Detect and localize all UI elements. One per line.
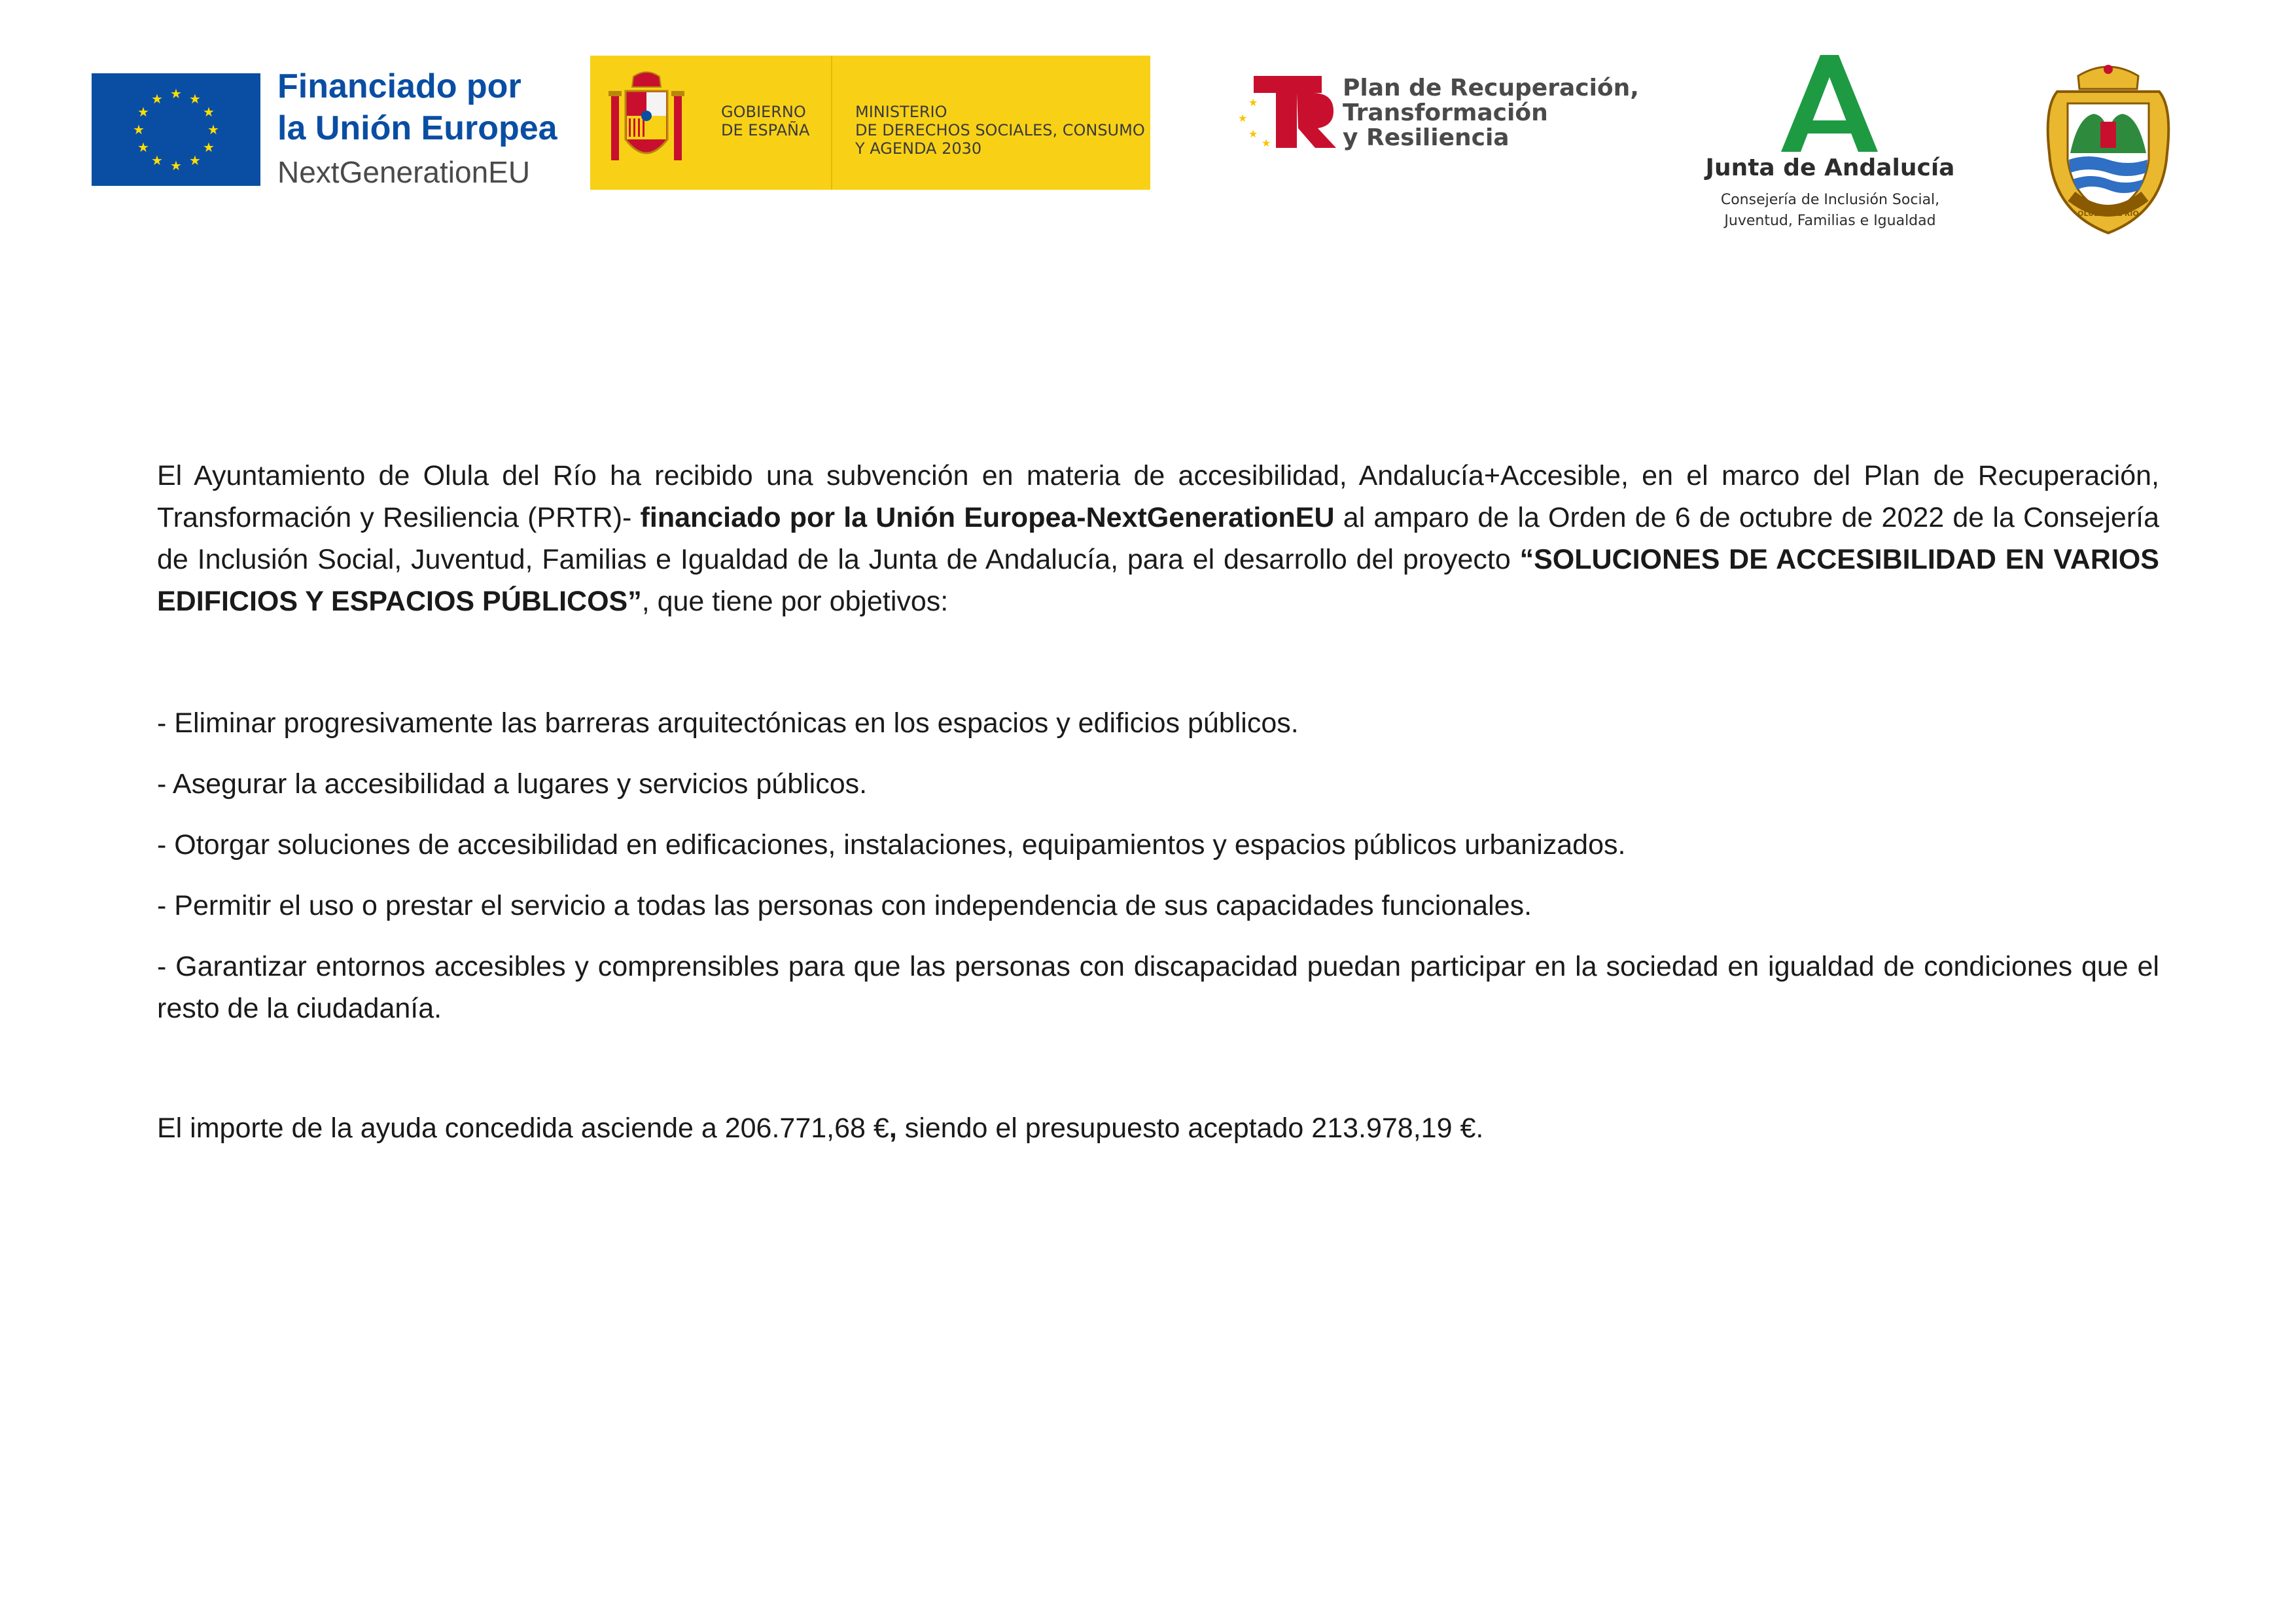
junta-name: Junta de Andalucía xyxy=(1705,154,1955,181)
svg-text:★: ★ xyxy=(151,152,163,168)
prtr-label xyxy=(1343,76,1639,151)
document-body xyxy=(157,455,2159,1149)
eu-funding-line2: la Unión Europea xyxy=(277,109,557,147)
intro-text-2: al amparo de la Orden de 6 de octubre de 2022 de la Consejería de Inclusión Social, Juventud, Familias e Igualdad de la Junta de Andalucía, para el desarrollo del proyecto xyxy=(157,502,2160,575)
svg-text:★: ★ xyxy=(133,122,145,137)
divider xyxy=(831,56,832,190)
funding-text-1: El importe de la ayuda concedida asciende a 206.771,68 € xyxy=(157,1112,889,1144)
svg-text:★: ★ xyxy=(203,104,215,120)
svg-text:★: ★ xyxy=(189,91,201,107)
gobierno-line2: DE ESPAÑA xyxy=(721,121,810,139)
junta-andalucia-logo-icon xyxy=(1781,55,1878,152)
gobierno-label xyxy=(721,103,809,139)
objective-item: - Eliminar progresivamente las barreras arquitectónicas en los espacios y edificios públicos. xyxy=(157,707,1299,739)
eu-funding-line1: Financiado por xyxy=(277,67,521,105)
svg-text:★: ★ xyxy=(189,152,201,168)
ministerio-line2: DE DERECHOS SOCIALES, CONSUMO xyxy=(855,121,1145,139)
olula-del-rio-coat-of-arms-icon xyxy=(2039,62,2178,236)
junta-dept-line2: Juventud, Familias e Igualdad xyxy=(1724,213,1936,229)
svg-text:★: ★ xyxy=(170,158,182,173)
ministerio-line3: Y AGENDA 2030 xyxy=(855,139,982,158)
svg-text:★: ★ xyxy=(1248,96,1258,109)
junta-department xyxy=(1675,190,1985,232)
intro-bold-funding: financiado por la Unión Europea-NextGenerationEU xyxy=(640,502,1335,533)
eu-funding-line3: NextGenerationEU xyxy=(277,155,531,189)
eu-flag-icon xyxy=(92,73,260,186)
svg-text:★: ★ xyxy=(137,104,149,120)
intro-text-1: El Ayuntamiento de Olula del Río ha recibido una subvención en materia de accesibilidad, Andalucía+Accesible, en el marco del Plan de Recuperación, Transformación y Resiliencia (PRTR)- xyxy=(157,460,2159,533)
junta-dept-line1: Consejería de Inclusión Social, xyxy=(1720,192,1940,208)
objective-item: - Otorgar soluciones de accesibilidad en edificaciones, instalaciones, equipamientos y espacios públicos urbanizados. xyxy=(157,829,1626,861)
prtr-line3: y Resiliencia xyxy=(1343,124,1510,151)
objective-item: - Asegurar la accesibilidad a lugares y servicios públicos. xyxy=(157,768,868,800)
prtr-logo-icon xyxy=(1235,73,1340,151)
gobierno-line1: GOBIERNO xyxy=(721,103,806,121)
ministerio-label xyxy=(855,103,1145,158)
objective-item: - Permitir el uso o prestar el servicio a todas las personas con independencia de sus capacidades funcionales. xyxy=(157,890,1532,921)
ministerio-line1: MINISTERIO xyxy=(855,103,947,121)
svg-text:★: ★ xyxy=(203,139,215,155)
prtr-line2: Transformación xyxy=(1343,99,1548,126)
eu-funding-label xyxy=(277,65,557,195)
funding-bold-comma: , xyxy=(889,1112,897,1144)
svg-text:★: ★ xyxy=(207,122,219,137)
svg-text:★: ★ xyxy=(137,139,149,155)
svg-text:★: ★ xyxy=(170,86,182,101)
intro-paragraph xyxy=(157,455,2159,622)
funding-text-2: siendo el presupuesto aceptado 213.978,19 €. xyxy=(896,1112,1484,1144)
prtr-line1: Plan de Recuperación, xyxy=(1343,75,1639,101)
funding-paragraph xyxy=(157,1107,2159,1149)
intro-bold-project: “SOLUCIONES DE ACCESIBILIDAD EN VARIOS EDIFICIOS Y ESPACIOS PÚBLICOS” xyxy=(157,544,2159,617)
spain-coat-of-arms-icon xyxy=(607,69,686,177)
olula-banner-text: OLULA DEL RIO xyxy=(2077,209,2139,218)
svg-text:★: ★ xyxy=(1262,137,1271,149)
svg-text:★: ★ xyxy=(151,91,163,107)
svg-text:★: ★ xyxy=(1238,112,1248,124)
intro-text-3: , que tiene por objetivos: xyxy=(641,586,949,617)
svg-text:★: ★ xyxy=(1248,128,1258,140)
gobierno-ministerio-logo xyxy=(590,56,1150,190)
objective-item: - Garantizar entornos accesibles y comprensibles para que las personas con discapacidad puedan participar en la sociedad en igualdad de condiciones que el resto de la ciudadanía. xyxy=(157,951,2159,1024)
